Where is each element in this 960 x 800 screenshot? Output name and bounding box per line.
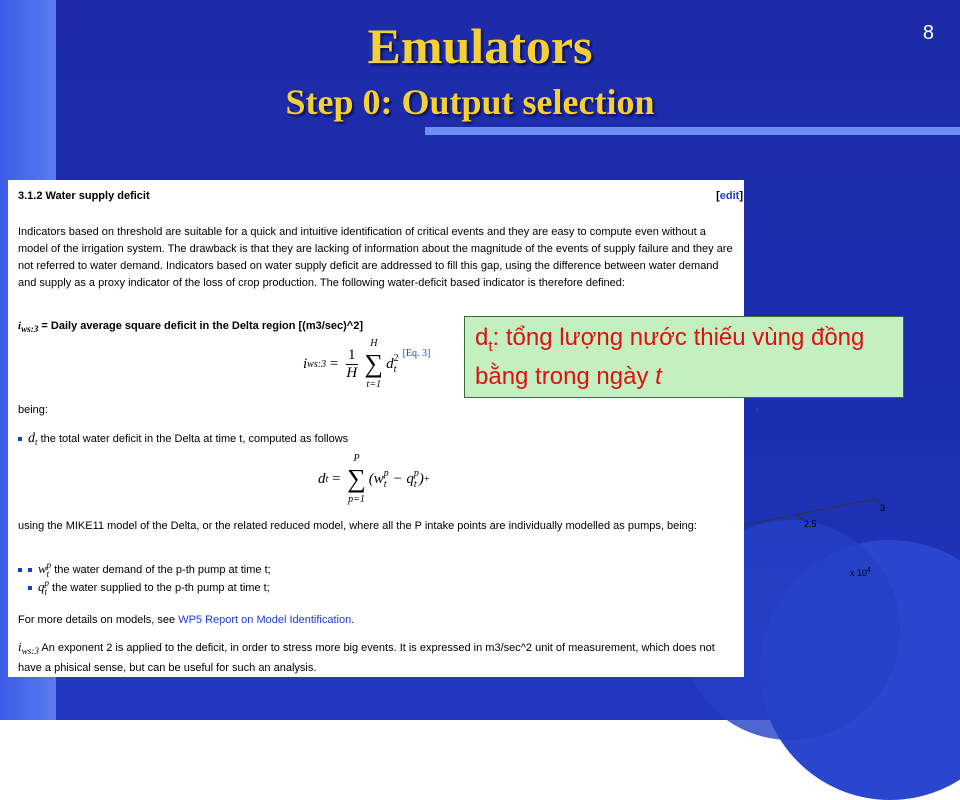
- bullet-icon: [18, 437, 22, 441]
- eq2-close: ): [418, 470, 424, 487]
- eq1-term: d: [386, 355, 394, 372]
- eq2-open: (w: [368, 470, 384, 487]
- edit-bracket-close: ]: [739, 190, 743, 202]
- list-item: [28, 578, 270, 597]
- eq2-sum-bottom: p=1: [348, 494, 365, 505]
- using-paragraph: using the MIKE11 model of the Delta, or the related reduced model, where all the P intake points are individually modelled as pumps, being:: [18, 520, 697, 532]
- document-screenshot: [8, 180, 744, 677]
- eq1-sum-bottom: t=1: [366, 379, 382, 390]
- callout-text: : tổng lượng nước thiếu vùng đồng bằng trong ngày: [475, 324, 865, 390]
- eq1-term-sub: t: [393, 364, 397, 375]
- note-paragraph: [18, 638, 733, 677]
- edit-link-wrapper: [716, 188, 743, 205]
- eq1-lhs: i: [303, 355, 308, 372]
- q-symbol: q: [38, 579, 45, 594]
- bullet-icon: [28, 586, 32, 590]
- eq2-w-sup: p: [383, 468, 389, 479]
- section-heading: 3.1.2 Water supply deficit: [18, 190, 150, 202]
- eq2-q-sup: p: [413, 468, 419, 479]
- bullet2-text: the water demand of the p-th pump at time t;: [51, 564, 271, 576]
- deficit-equation: [318, 450, 430, 508]
- w-sub: t: [46, 569, 50, 580]
- eq1-sum: [365, 335, 384, 393]
- indicator-subscript: ws:3: [21, 324, 39, 335]
- more-prefix: For more details on models, see: [18, 614, 179, 626]
- more-details-line: [18, 612, 354, 629]
- eq2-lhs-sub: t: [325, 473, 329, 485]
- stray-dot: [756, 408, 759, 411]
- q-sub: t: [44, 587, 48, 598]
- fragment-x10: x 10: [850, 568, 868, 578]
- equation-3: [303, 335, 430, 393]
- eq1-sum-top: H: [370, 338, 378, 349]
- eq2-minus: − q: [388, 470, 414, 487]
- eq1-term-sup: 2: [393, 353, 399, 364]
- fragment-label-3: 3: [880, 503, 886, 513]
- indicator-symbol: i: [18, 320, 22, 332]
- eq1-equals: =: [326, 355, 343, 372]
- chart-fragment-lines: [744, 495, 944, 585]
- edit-bracket-open: [: [716, 190, 720, 202]
- fragment-exp: 4: [867, 567, 871, 574]
- intro-paragraph: Indicators based on threshold are suitable for a quick and intuitive identification of critical events and they are easy to compute even without a model of the irrigation system. The drawback is that they are lacking of information about the magnitude of the events of supply failure and they are not referred to water demand. Indicators based on water supply deficit are addressed to fill this gap, using the difference between water demand and supply as a proxy indicator of the loss of crop production. The following water-deficit based indicator is therefore defined:: [18, 226, 733, 289]
- fragment-scale-label: [850, 567, 871, 578]
- indicator-description: = Daily average square deficit in the Delta region [(m3/sec)^2]: [38, 320, 363, 332]
- bullet-icon: [28, 568, 32, 572]
- bullet1-text: the total water deficit in the Delta at time t, computed as follows: [37, 433, 349, 445]
- note-text: An exponent 2 is applied to the deficit, in order to stress more big events. It is expressed in m3/sec^2 unit of measurement, which does not have a phisical sense, but can be useful for such an analysis.: [18, 642, 715, 675]
- edit-link[interactable]: edit: [719, 190, 740, 202]
- annotation-callout: [464, 316, 904, 398]
- w-symbol: w: [38, 561, 47, 576]
- note-symbol: i: [18, 639, 22, 654]
- eq1-frac-num: 1: [348, 346, 356, 363]
- list-item: [18, 560, 271, 579]
- eq1-term-scripts: [394, 353, 399, 375]
- w-sup: p: [46, 560, 52, 571]
- dt-subscript: t: [35, 437, 38, 448]
- sigma-icon: ∑: [364, 349, 384, 378]
- callout-sub: t: [488, 337, 493, 355]
- list-item: [18, 430, 348, 451]
- equation-reference-link[interactable]: [Eq. 3]: [402, 348, 431, 359]
- dt-symbol: d: [28, 431, 35, 446]
- eq1-fraction: [346, 347, 358, 382]
- fragment-tick: [796, 515, 804, 519]
- bullet-icon: [18, 568, 22, 572]
- eq2-q-sub: t: [413, 479, 417, 490]
- note-subscript: ws:3: [21, 646, 39, 657]
- chart-fragment: [744, 495, 944, 585]
- eq2-equals: =: [328, 470, 345, 487]
- bullet3-text: the water supplied to the p-th pump at time t;: [49, 582, 270, 594]
- wp5-report-link[interactable]: WP5 Report on Model Identification: [178, 614, 352, 626]
- title-underline: [425, 127, 960, 135]
- eq1-lhs-sub: ws:3: [307, 358, 327, 370]
- eq2-sum: [347, 450, 366, 508]
- sigma-icon: ∑: [347, 464, 366, 493]
- callout-d: d: [475, 324, 489, 351]
- slide-title: Emulators: [367, 18, 593, 74]
- callout-t: t: [655, 362, 662, 390]
- more-suffix: .: [351, 614, 355, 626]
- slide-number: 8: [922, 22, 934, 44]
- eq1-frac-den: H: [346, 364, 358, 381]
- fragment-label-2-5: 2.5: [804, 519, 817, 529]
- eq2-w-sub: t: [383, 479, 387, 490]
- eq2-sum-top: P: [353, 453, 360, 464]
- q-sup: p: [44, 578, 49, 589]
- being-label: being:: [18, 404, 48, 416]
- slide-subtitle: Step 0: Output selection: [285, 82, 655, 122]
- eq2-lhs: d: [318, 470, 326, 487]
- eq2-plus: +: [423, 473, 430, 485]
